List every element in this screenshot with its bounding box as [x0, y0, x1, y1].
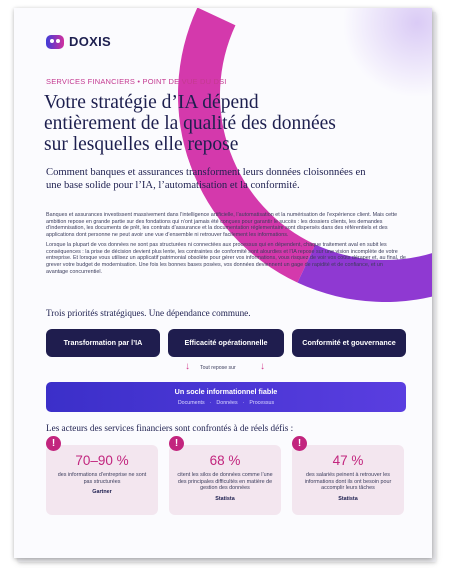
body-paragraph-2: Lorsque la plupart de vos données ne sont pas structurées ni connectées aux processus qui en dépendent, chaque traitement aval en subit les conséquences : la prise de décision devient plus lente, les contraintes de conformité sont alourdies et l’IA repose sur une vision incomplète de votre entreprise. Et lorsque vous utilisez un applicatif patrimonial obsolète pour gérer vos informations, vous risquez de voir vos coûts déraper et, au final, de grever votre budget de modernisation. Une fois les bonnes bases posées, vos données deviennent un gage de rapidité et de confiance, et un avantage concurrentiel.: [46, 241, 406, 275]
body-text: [46, 212, 406, 278]
foundation-banner: [46, 382, 406, 412]
arrow-label: Tout repose sur: [200, 365, 236, 371]
stat-card: [169, 445, 281, 515]
arrow-down-icon: ↓: [185, 361, 190, 372]
stat-value: 47 %: [332, 453, 364, 468]
stat-card: [292, 445, 404, 515]
page-subtitle: Comment banques et assurances transforment leurs données cloisonnées en une base solide pour l’IA, l’automatisation et la conformité.: [46, 167, 366, 191]
stat-description: citent les silos de données comme l’une des principales difficultés en matière de gestion des données: [177, 472, 273, 492]
arrow-down-icon: ↓: [260, 361, 265, 372]
section-kicker: SERVICES FINANCIERS • POINT DE VUE DU DSI: [46, 77, 227, 86]
foundation-title: Un socle informationnel fiable: [174, 387, 278, 396]
stat-source: Statista: [338, 495, 358, 502]
stat-source: Gartner: [92, 489, 112, 496]
logo-text: DOXIS: [69, 34, 111, 49]
doxis-logo: [46, 34, 111, 49]
warning-icon: !: [46, 436, 61, 451]
priorities-heading: Trois priorités stratégiques. Une dépendance commune.: [46, 308, 251, 318]
stat-source: Statista: [215, 495, 235, 502]
page-title: Votre stratégie d’IA dépend entièrement de la qualité des données sur lesquelles elle repose: [44, 92, 336, 155]
stat-value: 70–90 %: [75, 453, 129, 468]
foundation-item-data: Données: [216, 400, 238, 406]
warning-icon: !: [169, 436, 184, 451]
priority-operational-efficiency: Efficacité opérationnelle: [168, 329, 284, 357]
warning-icon: !: [292, 436, 307, 451]
stat-value: 68 %: [209, 453, 241, 468]
body-paragraph-1: Banques et assurances investissent massivement dans l’intelligence artificielle, l’automatisation et la numérisation de l’expérience client. Mais cette ambition repose en grande partie sur des fondations qui n’ont jamais été conçues pour garantir le succès : les dossiers clients, les demandes d’indemnisation, les documents de prêt, les contrats d’assurance et la documentation réglementaire sont dispersés dans des référentiels et des applications dont personne ne peut avoir une vue d’ensemble ni retrouver facilement les informations.: [46, 212, 398, 239]
foundation-items: Documents · Données · Processus: [177, 400, 275, 406]
challenges-heading: Les acteurs des services financiers sont confrontés à de réels défis :: [46, 423, 294, 433]
stat-description: des informations d’entreprise ne sont pas structurées: [57, 472, 147, 485]
foundation-item-documents: Documents: [177, 400, 205, 406]
priority-ai-transformation: Transformation par l’IA: [46, 329, 160, 357]
foundation-item-processes: Processus: [249, 400, 275, 406]
doxis-logo-icon: [46, 35, 64, 49]
stat-card: [46, 445, 158, 515]
stat-description: des salariés peinent à retrouver les informations dont ils ont besoin pour accomplir leurs tâches: [304, 472, 392, 492]
priority-compliance-governance: Conformité et gouvernance: [292, 329, 406, 357]
